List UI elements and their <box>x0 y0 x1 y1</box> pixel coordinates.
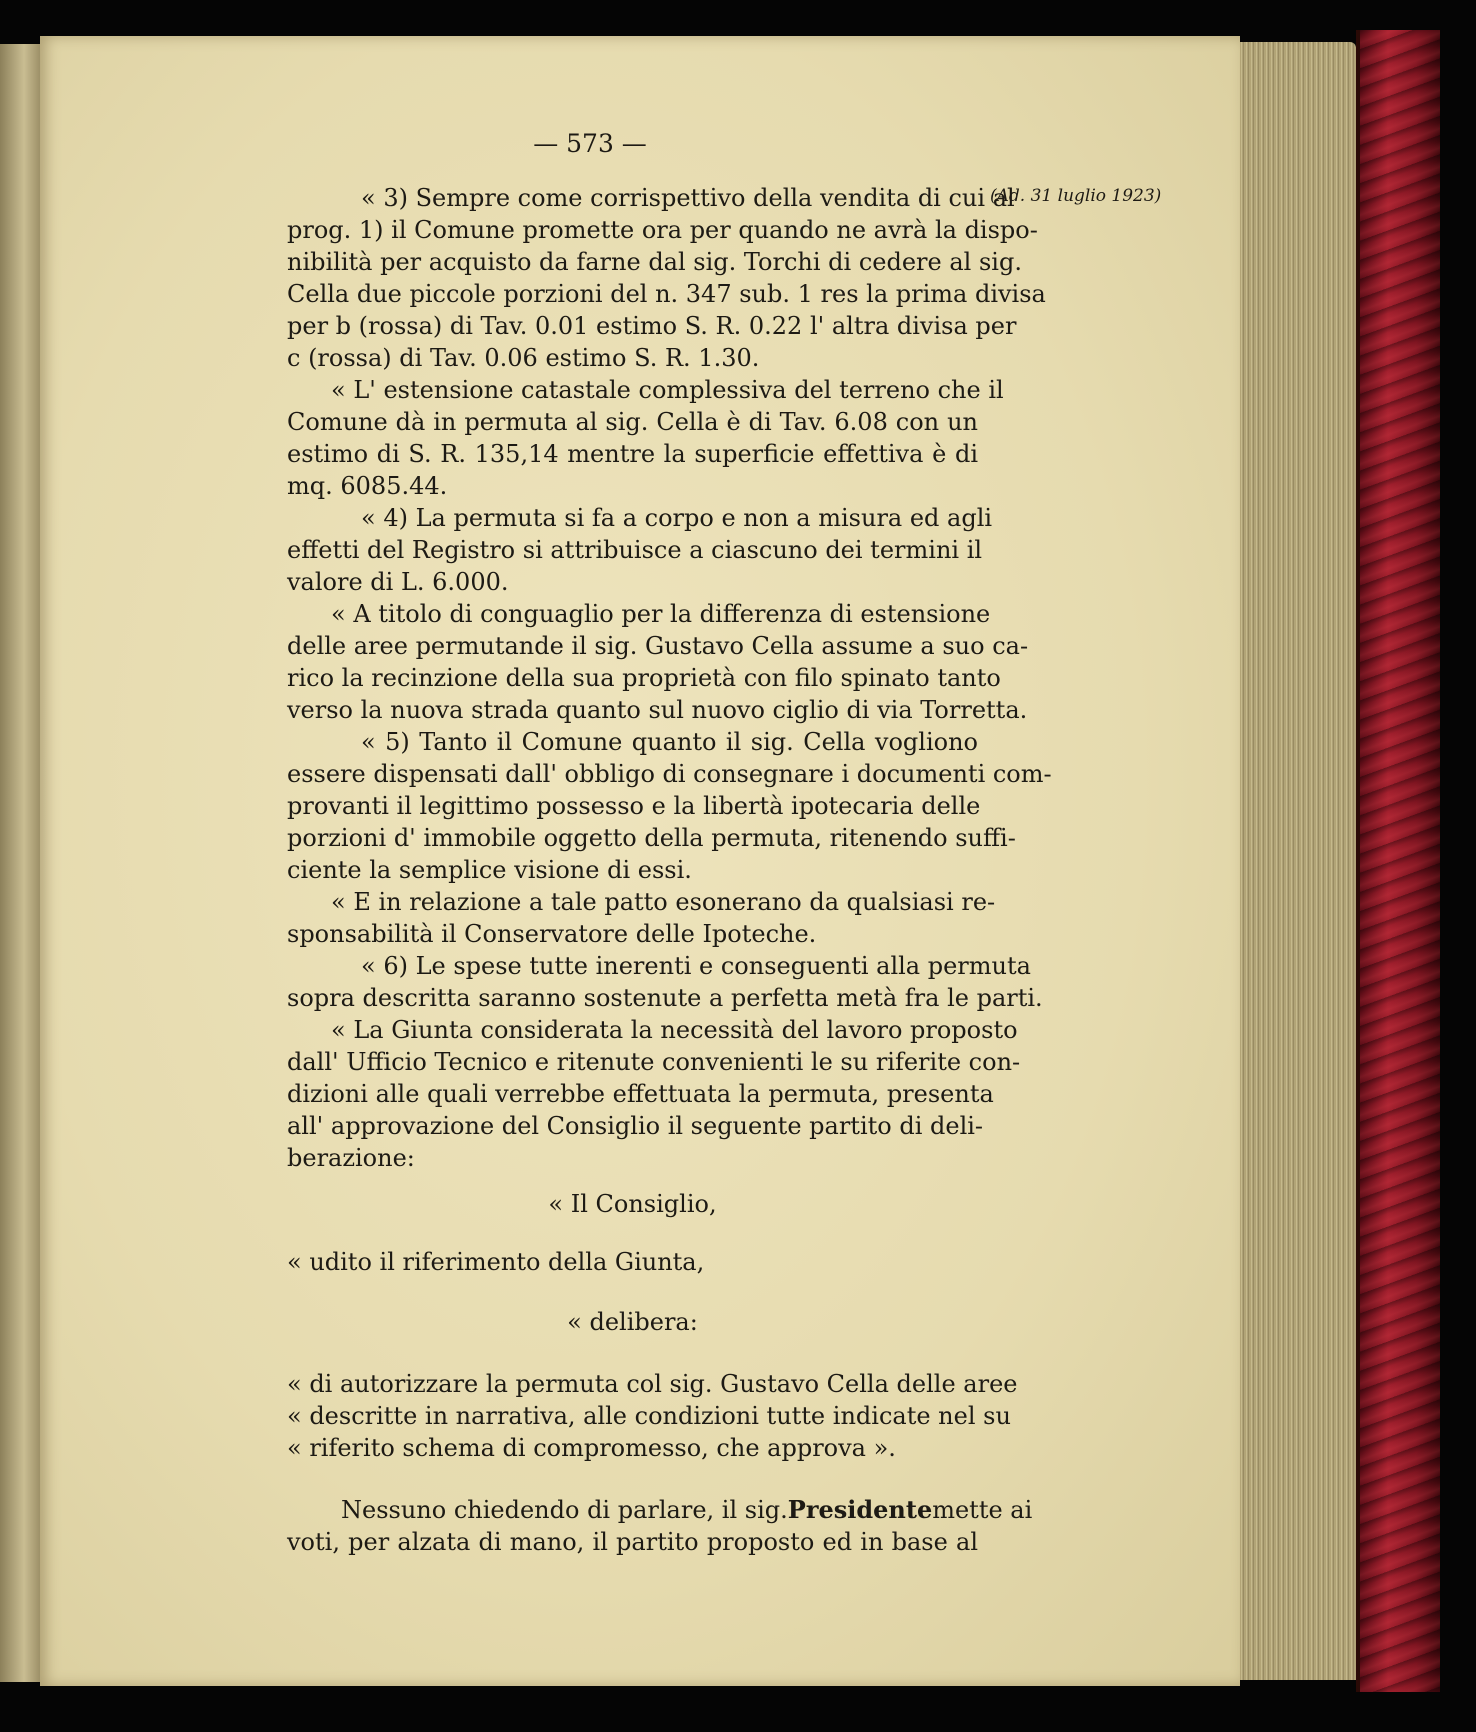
text-line: « L' estensione catastale complessiva del terreno che il <box>331 376 1004 404</box>
text-line: delle aree permutande il sig. Gustavo Cella assume a suo ca- <box>287 632 1029 660</box>
margin-note-date: (Ad. 31 luglio 1923) <box>990 186 1162 206</box>
text-line: provanti il legittimo possesso e la libertà ipotecaria delle <box>287 792 981 820</box>
speaker-name: Presidente <box>787 1495 933 1524</box>
text-line: per b (rossa) di Tav. 0.01 estimo S. R. 0.22 l' altra divisa per <box>287 312 1017 340</box>
marbled-cover <box>1356 30 1440 1692</box>
text-line: effetti del Registro si attribuisce a ciascuno dei termini il <box>287 536 983 564</box>
text-line: nibilità per acquisto da farne dal sig. Torchi di cedere al sig. <box>287 248 1022 276</box>
resolution-verb: « delibera: <box>567 1308 698 1336</box>
text-line: « 5) Tanto il Comune quanto il sig. Cella vogliono <box>361 728 978 756</box>
text-line: prog. 1) il Comune promette ora per quando ne avrà la dispo- <box>287 216 1038 244</box>
text-line: « 6) Le spese tutte inerenti e conseguenti alla permuta <box>361 952 1031 980</box>
text-line: Cella due piccole porzioni del n. 347 sub. 1 res la prima divisa <box>287 280 1046 308</box>
text-line: « 4) La permuta si fa a corpo e non a misura ed agli <box>361 504 993 532</box>
text-line: dizioni alle quali verrebbe effettuata la permuta, presenta <box>287 1080 994 1108</box>
text-line: c (rossa) di Tav. 0.06 estimo S. R. 1.30. <box>287 344 760 372</box>
text-line: « riferito schema di compromesso, che approva ». <box>287 1434 896 1462</box>
page-number: — 573 — <box>533 129 647 158</box>
text-line: mq. 6085.44. <box>287 472 448 500</box>
text-line: dall' Ufficio Tecnico e ritenute convenienti le su riferite con- <box>287 1048 1021 1076</box>
text-line: Comune dà in permuta al sig. Cella è di Tav. 6.08 con un <box>287 408 978 436</box>
text-line: rico la recinzione della sua proprietà con filo spinato tanto <box>287 664 1001 692</box>
text-line: all' approvazione del Consiglio il seguente partito di deli- <box>287 1112 984 1140</box>
text-line: « 3) Sempre come corrispettivo della vendita di cui al <box>361 184 1015 212</box>
text-line: « A titolo di conguaglio per la differenza di estensione <box>331 600 991 628</box>
left-page-edge <box>0 44 40 1682</box>
text-line: sopra descritta saranno sostenute a perfetta metà fra le parti. <box>287 984 1043 1012</box>
resolution-heading: « Il Consiglio, <box>548 1190 717 1218</box>
text-line: « descritte in narrativa, alle condizioni tutte indicate nel su <box>287 1402 1011 1430</box>
text-fragment: Nessuno chiedendo di parlare, il sig. <box>341 1496 788 1524</box>
page-block-edges <box>1240 42 1356 1680</box>
text-line: « udito il riferimento della Giunta, <box>287 1248 705 1276</box>
text-line: verso la nuova strada quanto sul nuovo ciglio di via Torretta. <box>287 696 1028 724</box>
text-line: « La Giunta considerata la necessità del lavoro proposto <box>331 1016 1018 1044</box>
text-line: valore di L. 6.000. <box>287 568 509 596</box>
text-line: « di autorizzare la permuta col sig. Gustavo Cella delle aree <box>287 1370 1018 1398</box>
text-line: berazione: <box>287 1144 415 1172</box>
text-line: ciente la semplice visione di essi. <box>287 856 692 884</box>
text-line: estimo di S. R. 135,14 mentre la superficie effettiva è di <box>287 440 978 468</box>
text-line: porzioni d' immobile oggetto della permuta, ritenendo suffi- <box>287 824 1016 852</box>
text-line: « E in relazione a tale patto esonerano da qualsiasi re- <box>331 888 996 916</box>
text-line: essere dispensati dall' obbligo di consegnare i documenti com- <box>287 760 1052 788</box>
text-line: voti, per alzata di mano, il partito proposto ed in base al <box>287 1528 978 1556</box>
text-line <box>341 1494 1033 1526</box>
text-line: sponsabilità il Conservatore delle Ipoteche. <box>287 920 817 948</box>
text-fragment: mette ai <box>932 1496 1033 1524</box>
